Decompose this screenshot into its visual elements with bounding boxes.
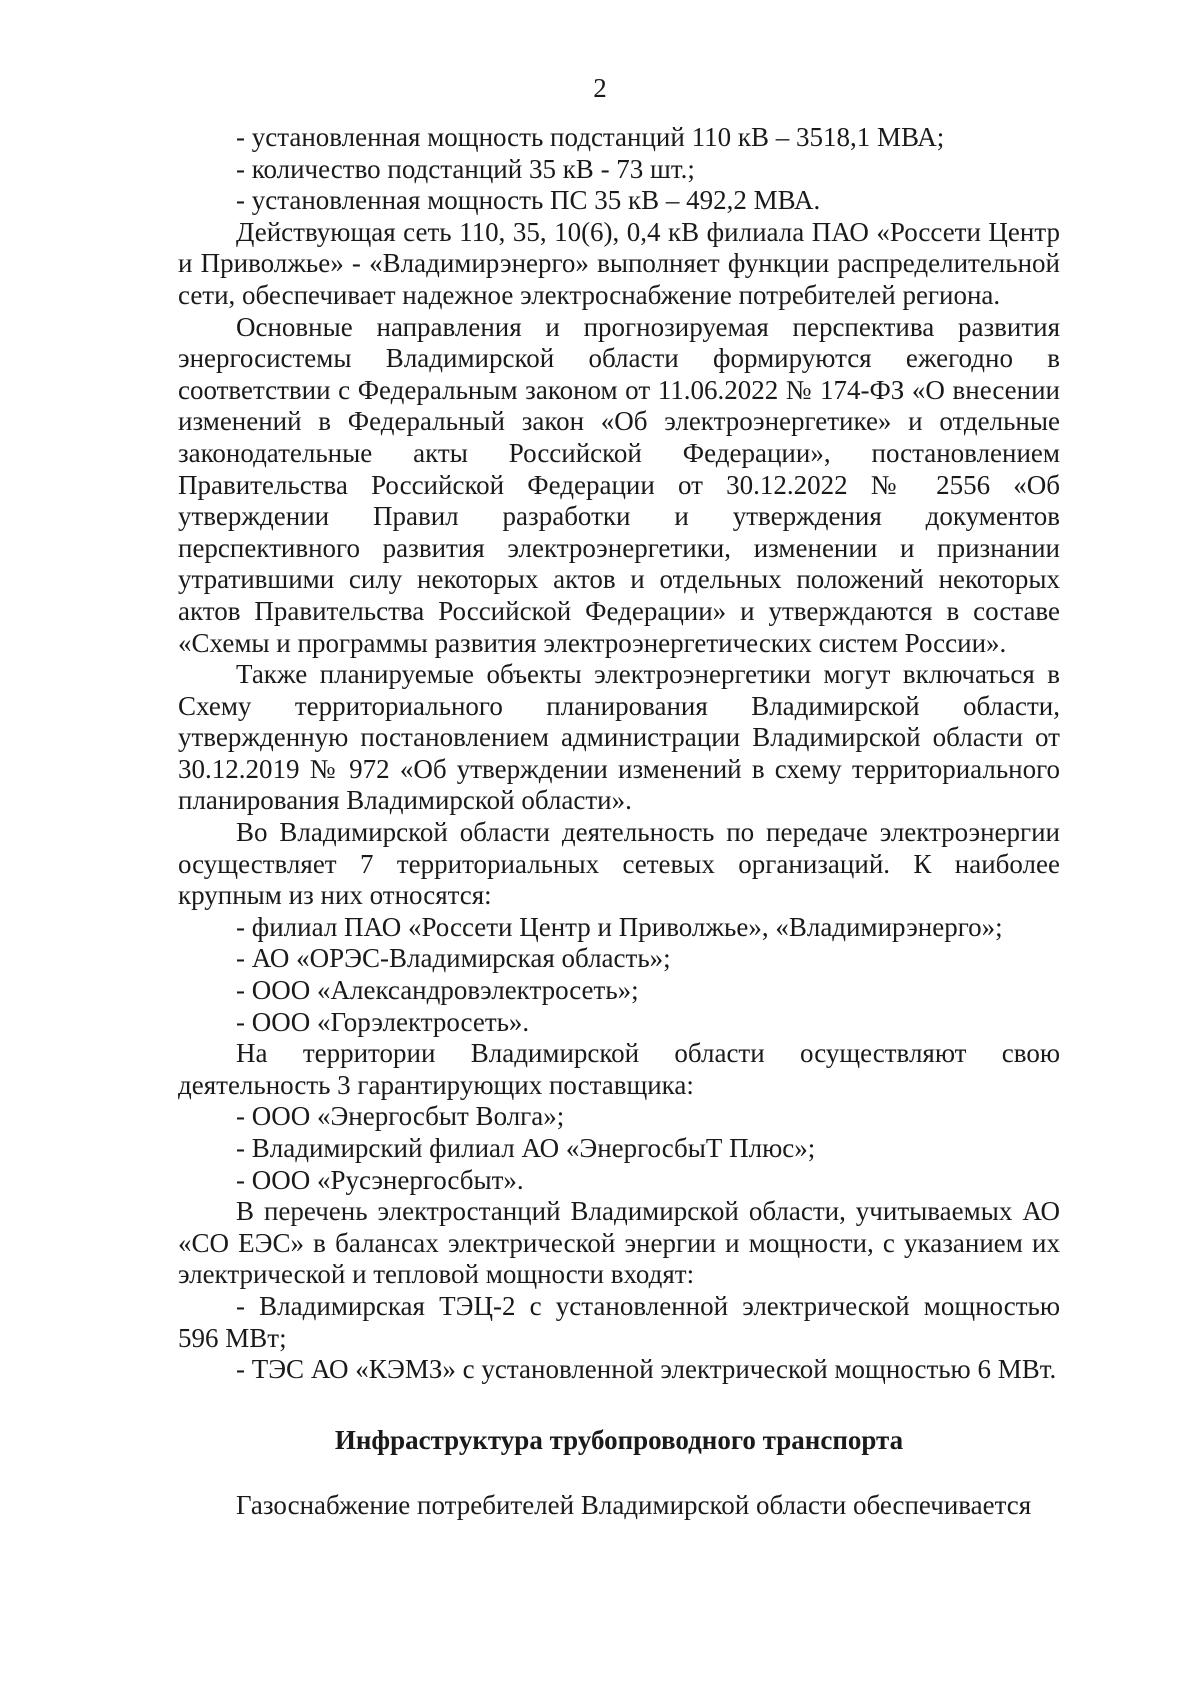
- list-item: - ТЭС АО «КЭМЗ» с установленной электрической мощностью 6 МВт.: [236, 1354, 1057, 1385]
- paragraph: Основные направления и прогнозируемая перспектива развития энергосистемы Владимирской области формируются ежегодно в соответствии с Федеральным законом от 11.06.2022 № 174-ФЗ «О внесении изменений в Федеральный закон «Об электроэнергетике» и отдельные законодательные акты Российской Федерации», постановлением Правительства Российской Федерации от 30.12.2022 № 2556 «Об утверждении Правил разработки и утверждения документов перспективного развития электроэнергетики, изменении и признании утратившими силу некоторых актов и отдельных положений некоторых актов Правительства Российской Федерации» и утверждаются в составе «Схемы и программы развития электроэнергетических систем России».: [178, 311, 1060, 658]
- paragraph: Также планируемые объекты электроэнергетики могут включаться в Схему территориального планирования Владимирской области, утвержденную постановлением администрации Владимирской области от 30.12.2019 № 972 «Об утверждении изменений в схему территориального планирования Владимирской области».: [178, 659, 1060, 816]
- list-item: - ООО «Энергосбыт Волга»;: [236, 1101, 565, 1132]
- list-item: - установленная мощность ПС 35 кВ – 492,2 МВА.: [236, 185, 821, 216]
- list-item: - ООО «Горэлектросеть».: [236, 1006, 530, 1037]
- paragraph: Газоснабжение потребителей Владимирской области обеспечивается: [236, 1489, 1032, 1520]
- list-item: - ООО «Александровэлектросеть»;: [236, 975, 639, 1006]
- document-body: [178, 122, 1060, 1521]
- list-item: - Владимирский филиал АО «ЭнергосбыТ Плюс»;: [236, 1133, 816, 1163]
- list-item: - ООО «Русэнергосбыт».: [236, 1164, 524, 1195]
- paragraph: Действующая сеть 110, 35, 10(6), 0,4 кВ филиала ПАО «Россети Центр и Приволжье» - «Владимирэнерго» выполняет функции распределительной сети, обеспечивает надежное электроснабжение потребителей региона.: [178, 216, 1060, 310]
- list-item: - АО «ОРЭС-Владимирская область»;: [236, 943, 671, 974]
- list-item: - филиал ПАО «Россети Центр и Приволжье», «Владимирэнерго»;: [236, 911, 1003, 942]
- list-item: - количество подстанций 35 кВ - 73 шт.;: [236, 153, 695, 184]
- list-item: - Владимирская ТЭЦ-2 с установленной электрической мощностью 596 МВт;: [178, 1290, 1060, 1353]
- page-number: 2: [593, 73, 607, 103]
- paragraph: В перечень электростанций Владимирской области, учитываемых АО «СО ЕЭС» в балансах электрической энергии и мощности, с указанием их электрической и тепловой мощности входят:: [178, 1196, 1060, 1290]
- paragraph: Во Владимирской области деятельность по передаче электроэнергии осуществляет 7 территориальных сетевых организаций. К наиболее крупным из них относятся:: [178, 817, 1060, 911]
- list-item: - установленная мощность подстанций 110 кВ – 3518,1 МВА;: [236, 122, 945, 152]
- paragraph: На территории Владимирской области осуществляют свою деятельность 3 гарантирующих поставщика:: [178, 1038, 1060, 1100]
- section-heading: Инфраструктура трубопроводного транспорта: [334, 1424, 904, 1455]
